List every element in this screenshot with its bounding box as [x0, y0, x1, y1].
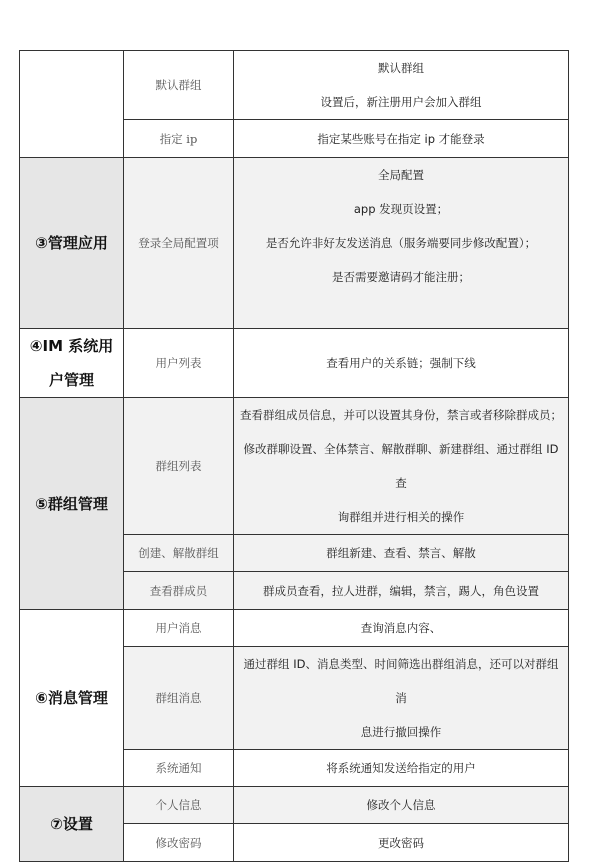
desc-line: 群组新建、查看、禁言、解散	[326, 546, 476, 560]
subitem-group-messages: 群组消息	[124, 647, 234, 750]
desc-default-group	[234, 51, 569, 120]
desc-line: 修改个人信息	[366, 798, 436, 812]
desc-line: 查看用户的关系链；强制下线	[326, 356, 476, 370]
subitem-change-password: 修改密码	[124, 824, 234, 862]
category-im-user-management	[20, 329, 124, 398]
desc-global-config	[234, 158, 569, 329]
desc-line: 修改群聊设置、全体禁言、解散群聊、新建群组、通过群组 ID 查	[243, 442, 559, 490]
table-row	[20, 787, 569, 824]
desc-system-notification	[234, 750, 569, 787]
table-row	[20, 398, 569, 535]
desc-line: 更改密码	[378, 835, 424, 850]
subitem-create-dissolve-group: 创建、解散群组	[124, 535, 234, 572]
desc-line: 查看群组成员信息，并可以设置其身份，禁言或者移除群成员；	[240, 408, 562, 422]
table-row	[20, 329, 569, 398]
desc-group-list	[234, 398, 569, 535]
desc-create-dissolve-group	[234, 535, 569, 572]
desc-line: app 发现页设置；	[353, 202, 449, 216]
desc-change-password	[234, 824, 569, 862]
subitem-view-members: 查看群成员	[124, 572, 234, 610]
category-settings: ⑦设置	[20, 787, 124, 862]
table-row	[20, 610, 569, 647]
desc-line: 设置后，新注册用户会加入群组	[320, 95, 482, 109]
subitem-default-group: 默认群组	[124, 51, 234, 120]
subitem-group-list: 群组列表	[124, 398, 234, 535]
desc-line: 息进行撤回操作	[360, 725, 442, 739]
desc-line: 询群组并进行相关的操作	[337, 510, 465, 524]
desc-line: 群成员查看，拉人进群，编辑，禁言，踢人，角色设置	[263, 583, 539, 598]
subitem-user-list: 用户列表	[124, 329, 234, 398]
category-line: 户管理	[48, 371, 94, 389]
table-row	[20, 51, 569, 120]
subitem-system-notification: 系统通知	[124, 750, 234, 787]
category-group-management: ⑤群组管理	[20, 398, 124, 610]
desc-line: 是否允许非好友发送消息（服务端要同步修改配置）；	[265, 236, 537, 250]
feature-table	[19, 50, 569, 862]
subitem-specified-ip: 指定 ip	[124, 120, 234, 158]
desc-group-messages	[234, 647, 569, 750]
category-line: ④IM 系统用	[29, 337, 114, 355]
subitem-personal-info: 个人信息	[124, 787, 234, 824]
subitem-user-messages: 用户消息	[124, 610, 234, 647]
desc-line: 指定某些账号在指定 ip 才能登录	[317, 131, 485, 146]
desc-view-members	[234, 572, 569, 610]
desc-line: 将系统通知发送给指定的用户	[326, 761, 476, 775]
desc-line: 查询消息内容、	[360, 621, 442, 635]
desc-user-list	[234, 329, 569, 398]
category-message-management: ⑥消息管理	[20, 610, 124, 787]
desc-user-messages	[234, 610, 569, 647]
desc-line: 全局配置	[378, 168, 424, 182]
desc-line: 是否需要邀请码才能注册；	[332, 270, 470, 284]
desc-specified-ip	[234, 120, 569, 158]
category-cell-blank	[20, 51, 124, 158]
desc-line: 通过群组 ID、消息类型、时间筛选出群组消息，还可以对群组消	[243, 657, 559, 705]
subitem-login-global-config: 登录全局配置项	[124, 158, 234, 329]
table-row	[20, 158, 569, 329]
desc-line: 默认群组	[378, 61, 424, 75]
category-manage-app: ③管理应用	[20, 158, 124, 329]
desc-personal-info	[234, 787, 569, 824]
